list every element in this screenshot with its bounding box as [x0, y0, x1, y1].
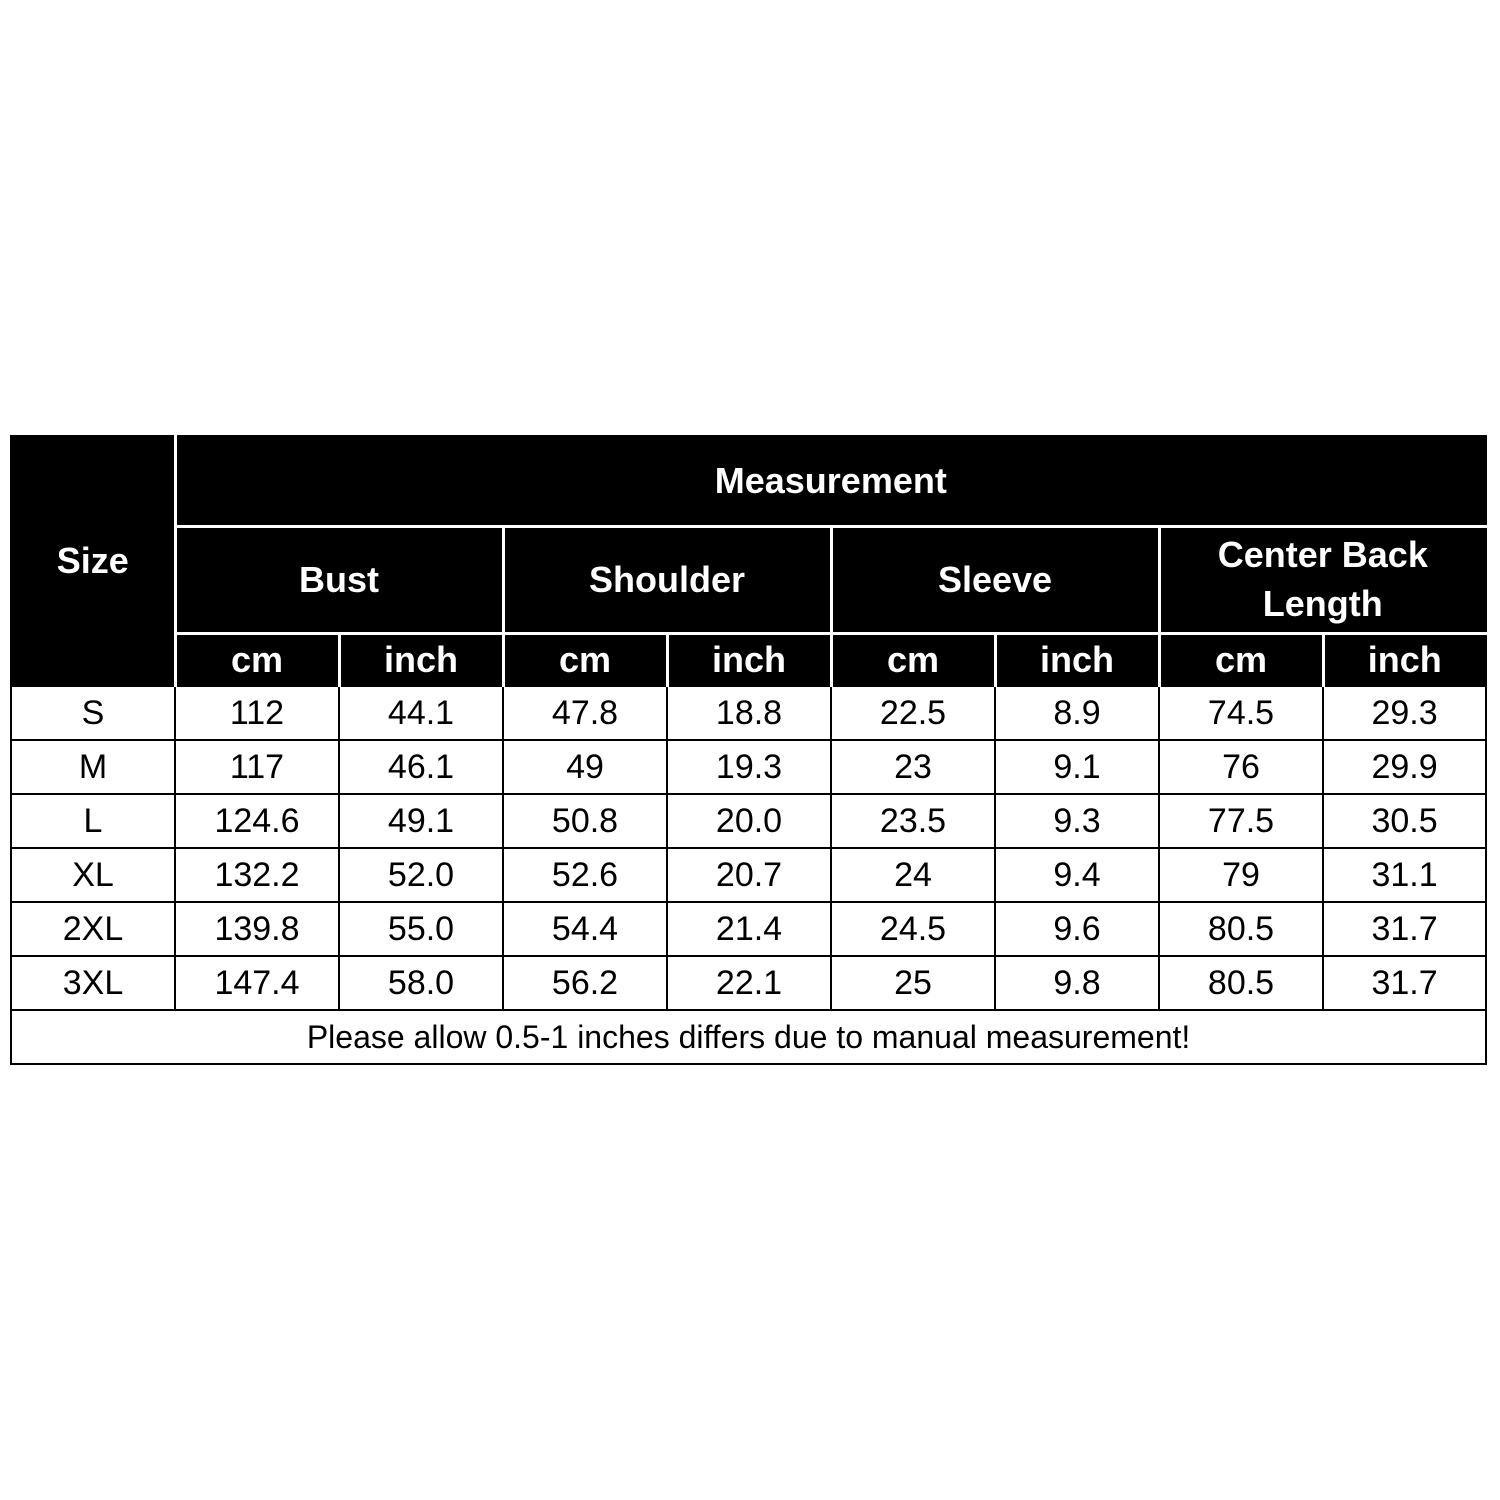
measurement-cell: 31.7 — [1323, 902, 1486, 956]
unit-header-inch: inch — [339, 634, 503, 687]
measurement-cell: 46.1 — [339, 740, 503, 794]
measurement-cell: 49.1 — [339, 794, 503, 848]
size-cell: 3XL — [11, 956, 175, 1010]
measurement-cell: 54.4 — [503, 902, 667, 956]
measurement-cell: 21.4 — [667, 902, 831, 956]
measurement-cell: 8.9 — [995, 686, 1159, 740]
table-body — [11, 686, 1486, 1010]
measurement-cell: 22.1 — [667, 956, 831, 1010]
measurement-cell: 24 — [831, 848, 995, 902]
measurement-cell: 55.0 — [339, 902, 503, 956]
measurement-cell: 20.7 — [667, 848, 831, 902]
measurement-cell: 58.0 — [339, 956, 503, 1010]
group-header-shoulder: Shoulder — [503, 527, 831, 634]
measurement-cell: 47.8 — [503, 686, 667, 740]
measurement-cell: 76 — [1159, 740, 1323, 794]
measurement-header: Measurement — [175, 436, 1486, 527]
measurement-cell: 74.5 — [1159, 686, 1323, 740]
measurement-cell: 50.8 — [503, 794, 667, 848]
measurement-cell: 25 — [831, 956, 995, 1010]
unit-header-inch: inch — [995, 634, 1159, 687]
measurement-cell: 77.5 — [1159, 794, 1323, 848]
measurement-cell: 19.3 — [667, 740, 831, 794]
measurement-cell: 31.1 — [1323, 848, 1486, 902]
measurement-cell: 30.5 — [1323, 794, 1486, 848]
measurement-cell: 9.3 — [995, 794, 1159, 848]
table-row — [11, 956, 1486, 1010]
table-row — [11, 740, 1486, 794]
measurement-cell: 9.1 — [995, 740, 1159, 794]
unit-header-cm: cm — [503, 634, 667, 687]
measurement-cell: 9.6 — [995, 902, 1159, 956]
group-header-center-back-length: Center Back Length — [1159, 527, 1486, 634]
unit-header-cm: cm — [175, 634, 339, 687]
size-header: Size — [11, 436, 175, 686]
size-cell: XL — [11, 848, 175, 902]
table-row — [11, 902, 1486, 956]
measurement-cell: 44.1 — [339, 686, 503, 740]
table-row — [11, 686, 1486, 740]
measurement-cell: 147.4 — [175, 956, 339, 1010]
size-cell: 2XL — [11, 902, 175, 956]
unit-header-cm: cm — [831, 634, 995, 687]
measurement-cell: 80.5 — [1159, 902, 1323, 956]
measurement-cell: 18.8 — [667, 686, 831, 740]
measurement-cell: 124.6 — [175, 794, 339, 848]
measurement-cell: 56.2 — [503, 956, 667, 1010]
unit-header-cm: cm — [1159, 634, 1323, 687]
measurement-cell: 79 — [1159, 848, 1323, 902]
group-header-bust: Bust — [175, 527, 503, 634]
size-chart-table — [10, 435, 1487, 1065]
measurement-cell: 52.6 — [503, 848, 667, 902]
size-cell: M — [11, 740, 175, 794]
group-header-sleeve: Sleeve — [831, 527, 1159, 634]
size-cell: S — [11, 686, 175, 740]
unit-header-inch: inch — [667, 634, 831, 687]
table-row — [11, 794, 1486, 848]
measurement-cell: 29.9 — [1323, 740, 1486, 794]
measurement-cell: 9.8 — [995, 956, 1159, 1010]
measurement-cell: 117 — [175, 740, 339, 794]
measurement-cell: 132.2 — [175, 848, 339, 902]
table-header — [11, 436, 1486, 686]
size-cell: L — [11, 794, 175, 848]
measurement-cell: 23.5 — [831, 794, 995, 848]
measurement-cell: 9.4 — [995, 848, 1159, 902]
measurement-cell: 24.5 — [831, 902, 995, 956]
measurement-cell: 31.7 — [1323, 956, 1486, 1010]
measurement-cell: 29.3 — [1323, 686, 1486, 740]
unit-header-inch: inch — [1323, 634, 1486, 687]
measurement-cell: 139.8 — [175, 902, 339, 956]
measurement-cell: 80.5 — [1159, 956, 1323, 1010]
table-row — [11, 848, 1486, 902]
measurement-note: Please allow 0.5-1 inches differs due to manual measurement! — [11, 1010, 1486, 1064]
measurement-cell: 20.0 — [667, 794, 831, 848]
measurement-cell: 49 — [503, 740, 667, 794]
measurement-cell: 112 — [175, 686, 339, 740]
unit-header-row — [11, 634, 1486, 687]
measurement-cell: 22.5 — [831, 686, 995, 740]
measurement-cell: 52.0 — [339, 848, 503, 902]
measurement-cell: 23 — [831, 740, 995, 794]
